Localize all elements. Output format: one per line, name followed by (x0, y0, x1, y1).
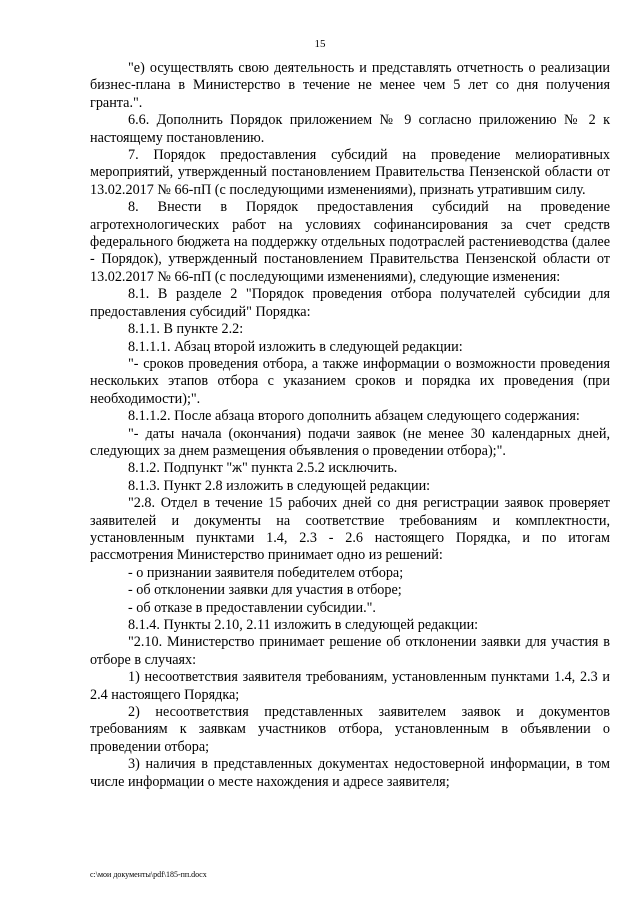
paragraph: 8.1.4. Пункты 2.10, 2.11 изложить в следующей редакции: (128, 617, 479, 633)
document-body (90, 60, 610, 791)
paragraph: 8.1.1. В пункте 2.2: (128, 321, 244, 338)
list-item: 2) несоответствия представленных заявителем заявок и документов требованиям к заявкам участников отбора, установленным в объявлении о проведении отбора; (90, 704, 610, 755)
paragraph: "2.10. Министерство принимает решение об отклонении заявки для участия в отборе в случаях: (90, 634, 610, 668)
list-item: 1) несоответствия заявителя требованиям, установленным пунктами 1.4, 2.3 и 2.4 настоящего Порядка; (90, 669, 610, 703)
paragraph: 7. Порядок предоставления субсидий на проведение мелиоративных мероприятий, утвержденный постановлением Правительства Пензенской области от 13.02.2017 № 66-пП (с последующими изменениями), признать утратившим силу. (90, 147, 610, 198)
paragraph: 8.1.1.1. Абзац второй изложить в следующей редакции: (128, 338, 463, 355)
paragraph: 6.6. Дополнить Порядок приложением № 9 согласно приложению № 2 к настоящему постановлению. (90, 112, 610, 146)
paragraph: "е) осуществлять свою деятельность и представлять отчетность о реализации бизнес-плана в Министерство в течение не менее чем 5 лет со дня получения гранта.". (90, 60, 610, 111)
paragraph: "- сроков проведения отбора, а также информации о возможности проведения нескольких этапов отбора с указанием сроков и порядка их проведения (при необходимости);". (90, 355, 610, 407)
paragraph: "- даты начала (окончания) подачи заявок (не менее 30 календарных дней, следующих за днем размещения объявления о проведении отбора);". (90, 425, 610, 459)
list-item: - об отказе в предоставлении субсидии.". (128, 599, 376, 616)
page-number: 15 (314, 38, 326, 50)
paragraph: 8.1. В разделе 2 "Порядок проведения отбора получателей субсидии для предоставления субсидий" Порядка: (90, 286, 610, 320)
paragraph: 8.1.2. Подпункт "ж" пункта 2.5.2 исключить. (128, 460, 398, 477)
list-item: - об отклонении заявки для участия в отборе; (128, 582, 402, 599)
list-item: - о признании заявителя победителем отбора; (128, 564, 404, 581)
paragraph: "2.8. Отдел в течение 15 рабочих дней со дня регистрации заявок проверяет заявителей и документы на соответствие требованиям и комплектности, установленным пунктами 1.4, 2.3 - 2.6 настоящего Порядка, и по итогам рассмотрения Министерство принимает одно из решений: (90, 495, 610, 564)
footer-file-path: c:\мои документы\pdf\185-пп.docx (90, 870, 207, 879)
list-item: 3) наличия в представленных документах недостоверной информации, в том числе информации о месте нахождения и адресе заявителя; (90, 756, 610, 790)
paragraph: 8. Внести в Порядок предоставления субсидий на проведение агротехнологических работ на условиях софинансирования за счет средств федерального бюджета на поддержку отдельных подотраслей растениеводства (далее - Порядок), утвержденный постановлением Правительства Пензенской области от 13.02.2017 № 66-пП (с последующими изменениями), следующие изменения: (90, 199, 610, 285)
paragraph: 8.1.3. Пункт 2.8 изложить в следующей редакции: (128, 477, 431, 494)
paragraph: 8.1.1.2. После абзаца второго дополнить абзацем следующего содержания: (128, 408, 580, 425)
